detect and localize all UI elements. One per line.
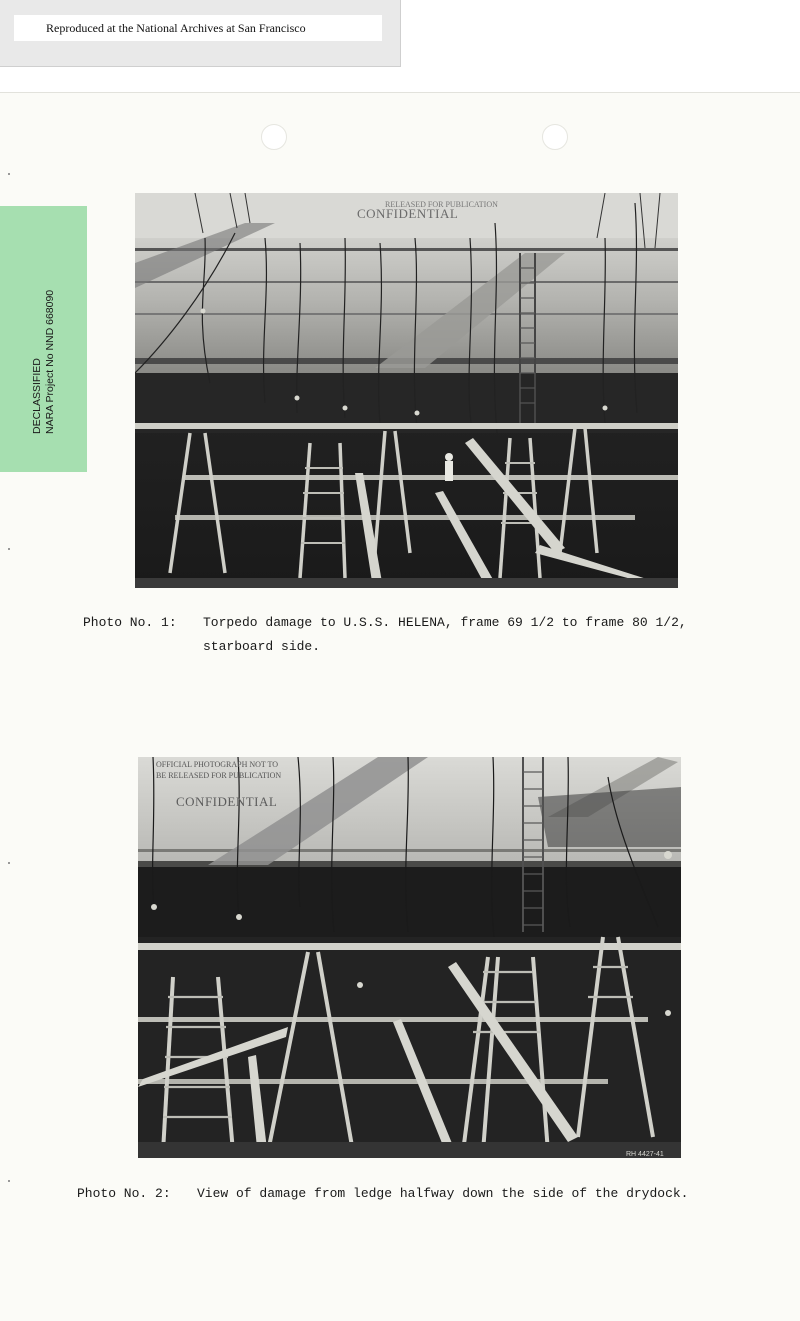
declassified-stamp: [0, 206, 87, 472]
punch-hole-right: [542, 124, 568, 150]
photo-1-watermark-top: RELEASED FOR PUBLICATION: [385, 200, 498, 209]
declassified-stamp-text: [31, 244, 57, 434]
margin-mark: [8, 173, 10, 175]
margin-mark: [8, 862, 10, 864]
photo-1-caption-label: Photo No. 1:: [83, 615, 177, 630]
photo-2-caption-label: Photo No. 2:: [77, 1186, 171, 1201]
photo-2-caption-text: View of damage from ledge halfway down the side of the drydock.: [197, 1186, 689, 1201]
photo-2: [138, 757, 681, 1158]
margin-mark: [8, 1180, 10, 1182]
photo-1-image: [135, 193, 678, 588]
photo-1-caption-line2: starboard side.: [203, 639, 321, 654]
photo-2-watermark-confidential: CONFIDENTIAL: [176, 794, 278, 809]
photo-2-watermark-line2: BE RELEASED FOR PUBLICATION: [156, 771, 282, 780]
photo-1-caption: [83, 615, 687, 630]
declassified-label: DECLASSIFIED: [30, 358, 43, 434]
margin-mark: [8, 548, 10, 550]
photo-1-caption-continued: [203, 639, 320, 654]
archive-banner: [0, 0, 401, 67]
archive-banner-text: Reproduced at the National Archives at San Francisco: [14, 15, 382, 41]
photo-1: [135, 193, 678, 588]
photo-2-image: [138, 757, 681, 1158]
photo-2-caption: [77, 1186, 688, 1201]
photo-1-watermark-confidential: CONFIDENTIAL: [357, 206, 459, 221]
punch-hole-left: [261, 124, 287, 150]
photo-1-caption-line1: Torpedo damage to U.S.S. HELENA, frame 69 1/2 to frame 80 1/2,: [203, 615, 687, 630]
nara-project-number: NARA Project No NND 668090: [43, 289, 56, 434]
photo-2-watermark-line1: OFFICIAL PHOTOGRAPH NOT TO: [156, 760, 279, 769]
photo-2-negative-number: RH 4427-41: [626, 1151, 664, 1158]
